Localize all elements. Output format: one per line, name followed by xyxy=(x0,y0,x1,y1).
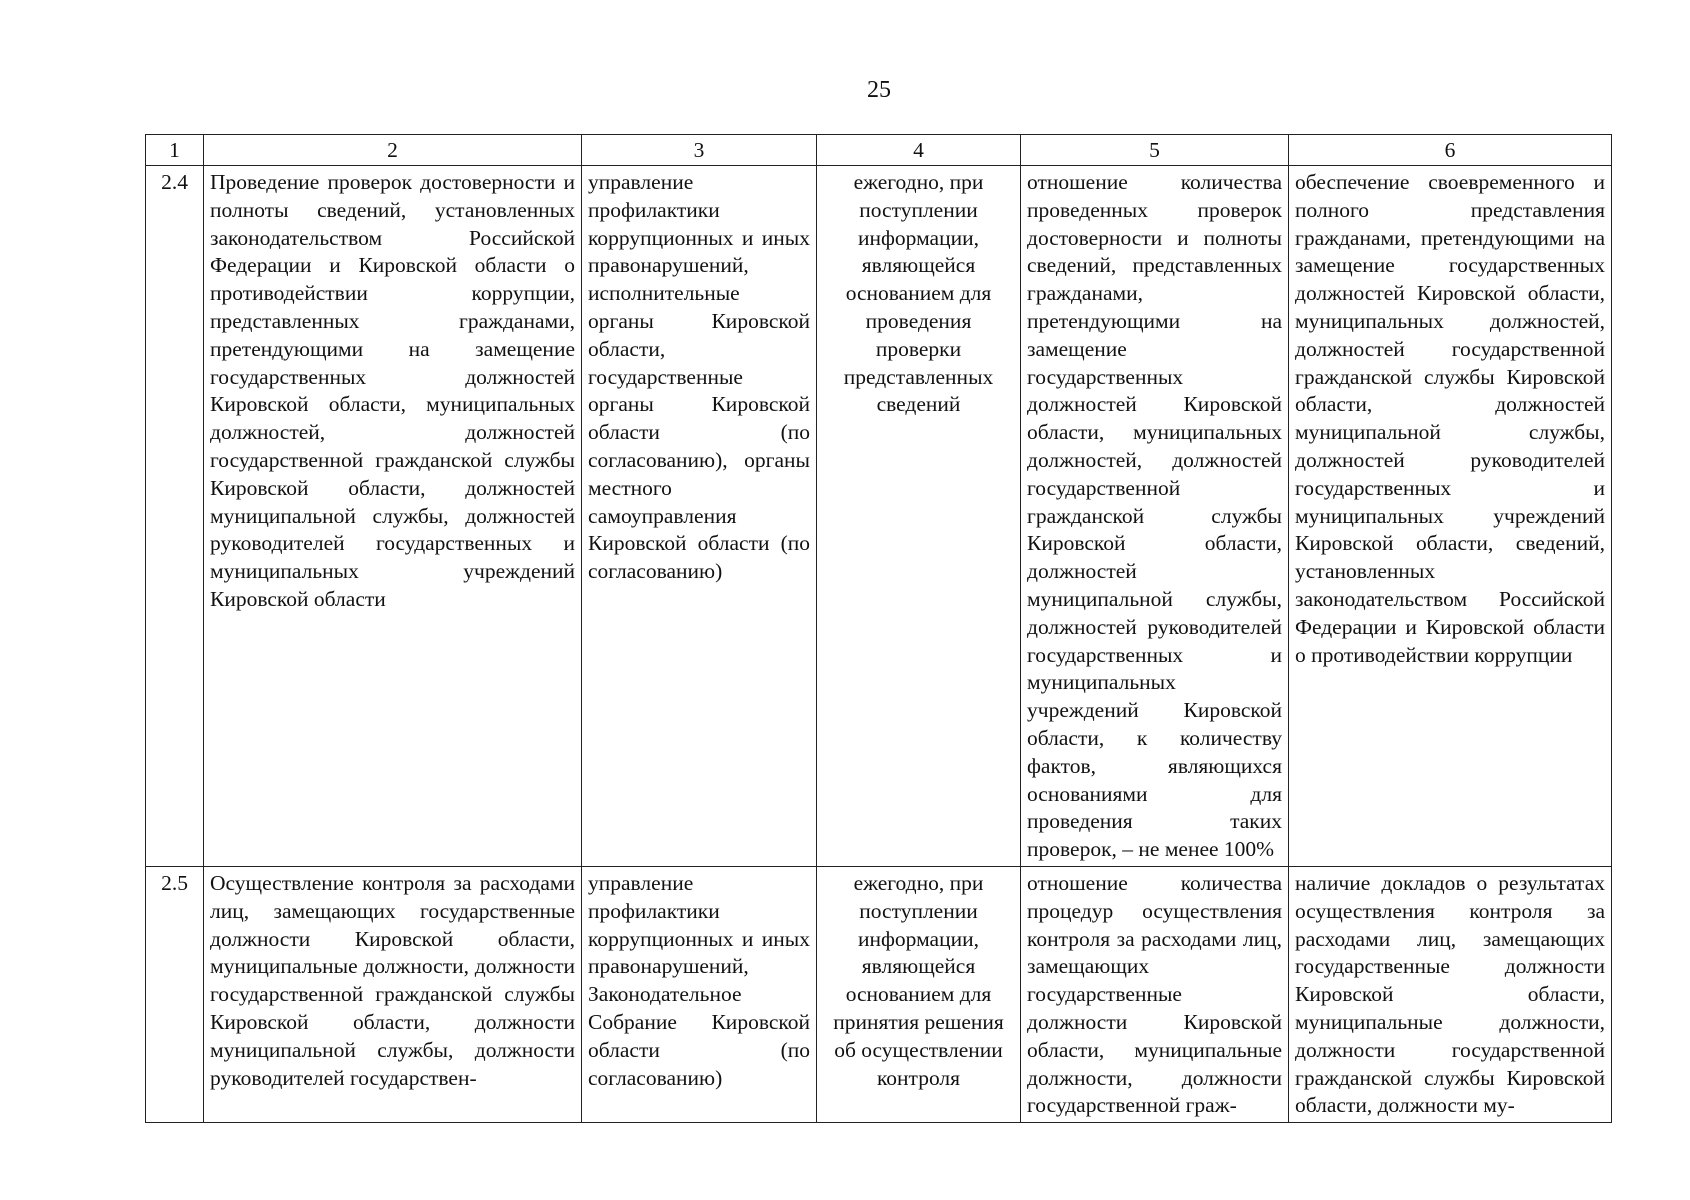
term-cell: ежегодно, при поступлении информации, являющейся основанием для принятия решения об осуществлении контроля xyxy=(817,866,1021,1122)
term-cell: ежегодно, при поступлении информации, являющейся основанием для проведения проверки представленных сведений xyxy=(817,166,1021,867)
measure-cell: Осуществление контроля за расходами лиц, замещающих государственные должности Кировской области, муниципальные должности, должности государственной гражданской службы Кировской области, должности муниципальной службы, должности руководителей государствен- xyxy=(204,866,582,1122)
column-header: 4 xyxy=(817,135,1021,166)
measures-table xyxy=(145,134,1612,1123)
page-number: 25 xyxy=(867,77,891,103)
row-number: 2.5 xyxy=(146,866,204,1122)
result-cell: обеспечение своевременного и полного представления гражданами, претендующими на замещение государственных должностей Кировской области, муниципальных должностей, должностей государственной гражданской службы Кировской области, должностей муниципальной службы, должностей руководителей государственных и муниципальных учреждений Кировской области, сведений, установленных законодательством Российской Федерации и Кировской области о противодействии коррупции xyxy=(1289,166,1612,867)
column-header: 5 xyxy=(1021,135,1289,166)
executors-cell: управление профилактики коррупционных и иных правонарушений, Законодательное Собрание Кировской области (по согласованию) xyxy=(582,866,817,1122)
row-number: 2.4 xyxy=(146,166,204,867)
column-header: 1 xyxy=(146,135,204,166)
column-header: 2 xyxy=(204,135,582,166)
result-cell: наличие докладов о результатах осуществления контроля за расходами лиц, замещающих государственные должности Кировской области, муниципальные должности, должности государственной гражданской службы Кировской области, должности му- xyxy=(1289,866,1612,1122)
column-header: 3 xyxy=(582,135,817,166)
executors-cell: управление профилактики коррупционных и иных правонарушений, исполнительные органы Кировской области, государственные органы Кировской области (по согласованию), органы местного самоуправления Кировской области (по согласованию) xyxy=(582,166,817,867)
table-header-row xyxy=(146,135,1612,166)
column-header: 6 xyxy=(1289,135,1612,166)
indicator-cell: отношение количества процедур осуществления контроля за расходами лиц, замещающих государственные должности Кировской области, муниципальные должности, должности государственной граж- xyxy=(1021,866,1289,1122)
indicator-cell: отношение количества проведенных проверок достоверности и полноты сведений, представленных гражданами, претендующими на замещение государственных должностей Кировской области, муниципальных должностей, должностей государственной гражданской службы Кировской области, должностей муниципальной службы, должностей руководителей государственных и муниципальных учреждений Кировской области, к количеству фактов, являющихся основаниями для проведения таких проверок, – не менее 100% xyxy=(1021,166,1289,867)
table-row xyxy=(146,166,1612,867)
table-row xyxy=(146,866,1612,1122)
measure-cell: Проведение проверок достоверности и полноты сведений, установленных законодательством Российской Федерации и Кировской области о противодействии коррупции, представленных гражданами, претендующими на замещение государственных должностей Кировской области, муниципальных должностей, должностей государственной гражданской службы Кировской области, должностей муниципальной службы, должностей руководителей государственных и муниципальных учреждений Кировской области xyxy=(204,166,582,867)
